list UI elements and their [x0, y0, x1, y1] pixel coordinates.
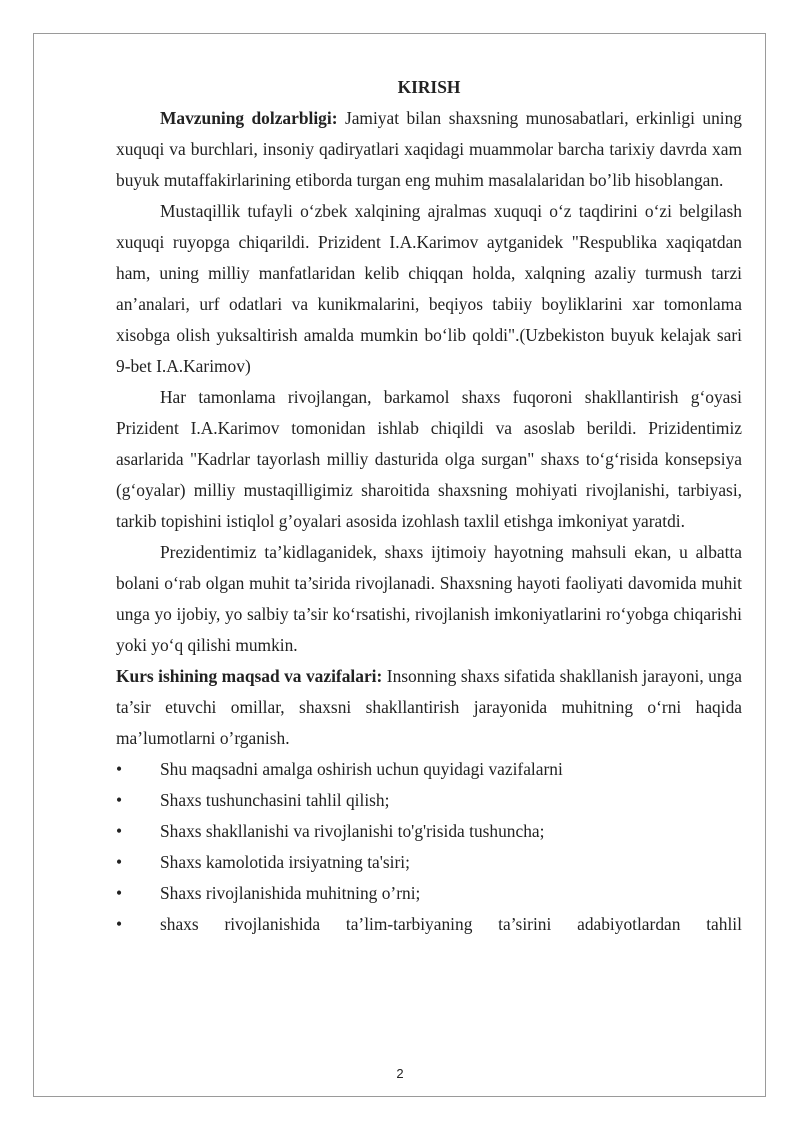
list-item-text: Shaxs tushunchasini tahlil qilish; — [160, 790, 390, 810]
paragraph-text: Jamiyat bilan shaxsning munosabatlari, erkinligi uning xuquqi va burchlari, insoniy qadiryatlari xaqidagi muammolar barcha tarixiy davrda xam buyuk mutaffakirlarining etiborda turgan eng muhim masalalaridan bo’lib hisoblangan. — [116, 108, 742, 190]
list-item-text: Shaxs shakllanishi va rivojlanishi to'g'risida tushuncha; — [160, 821, 545, 841]
list-item-text — [160, 909, 742, 940]
list-item — [116, 816, 742, 847]
task-list — [116, 754, 742, 940]
word: ta’lim-tarbiyaning — [345, 914, 473, 934]
list-item-text: Shaxs rivojlanishida muhitning o’rni; — [160, 883, 421, 903]
paragraph-lead: Mavzuning dolzarbligi: — [160, 108, 338, 128]
word: adabiyotlardan — [577, 914, 681, 934]
word: ta’sirini — [498, 914, 552, 934]
list-item-text: Shu maqsadni amalga oshirish uchun quyidagi vazifalarni — [160, 759, 563, 779]
list-item — [116, 909, 742, 940]
bullet-symbol: • — [116, 821, 123, 841]
word: tahlil — [706, 914, 742, 934]
list-item — [116, 754, 742, 785]
paragraph-harmonious-person: Har tamonlama rivojlangan, barkamol shaxs fuqoroni shakllantirish g‘oyasi Prizident I.A.Karimov tomonidan ishlab chiqildi va asoslab berildi. Prizidentimiz asarlarida "Kadrlar tayorlash milliy dasturida olga surgan" shaxs to‘g‘risida konsepsiya (g‘oyalar) milliy mustaqilligimiz sharoitida shaxsning mohiyati rivojlanishi, tarbiyasi, tarkib topishini istiqlol g’oyalari asosida izohlash taxlil etishga imkoniyat yaratdi. — [116, 387, 742, 531]
paragraph-relevance — [116, 103, 742, 196]
list-item — [116, 785, 742, 816]
paragraph-environment: Prezidentimiz ta’kidlaganidek, shaxs ijtimoiy hayotning mahsuli ekan, u albatta bolani o‘rab olgan muhit ta’sirida rivojlanadi. Shaxsning hayoti faoliyati davomida muhit unga yo ijobiy, yo salbiy ta’sir ko‘rsatishi, rivojlanish imkoniyatlarini ro‘yobga chiqarishi yoki yo‘q qilishi mumkin. — [116, 542, 742, 655]
list-item — [116, 878, 742, 909]
word: shaxs — [160, 914, 199, 934]
bullet-symbol: • — [116, 852, 123, 872]
bullet-symbol: • — [116, 790, 123, 810]
word: rivojlanishida — [224, 914, 321, 934]
paragraph-independence: Mustaqillik tufayli o‘zbek xalqining ajralmas xuquqi o‘z taqdirini o‘zi belgilash xuquqi ruyopga chiqarildi. Prizident I.A.Karimov aytganidek "Respublika xaqiqatdan ham, uning milliy manfatlaridan kelib chiqqan holda, xalqning azaliy turmush tarzi an’analari, urf odatlari va kunikmalarini, beqiyos tabiiy boyliklarini xar tomonlama xisobga olish yuksaltirish amalda mumkin bo‘lib qoldi".(Uzbekiston buyuk kelajak sari 9-bet I.A.Karimov) — [116, 201, 742, 376]
page-number: 2 — [396, 1066, 404, 1081]
bullet-symbol: • — [116, 883, 123, 903]
goals-text: Insonning shaxs sifatida shakllanish jarayoni, unga ta’sir etuvchi omillar, shaxsni shakllantirish jarayonida muhitning o‘rni haqida ma’lumotlarni o’rganish. — [116, 666, 742, 748]
list-item — [116, 847, 742, 878]
list-item-text: Shaxs kamolotida irsiyatning ta'siri; — [160, 852, 410, 872]
paragraph-goals — [116, 661, 742, 754]
bullet-symbol: • — [116, 914, 123, 934]
section-title: KIRISH — [397, 77, 461, 97]
document-body — [116, 72, 742, 940]
goals-lead: Kurs ishining maqsad va vazifalari: — [116, 666, 383, 686]
bullet-symbol: • — [116, 759, 123, 779]
